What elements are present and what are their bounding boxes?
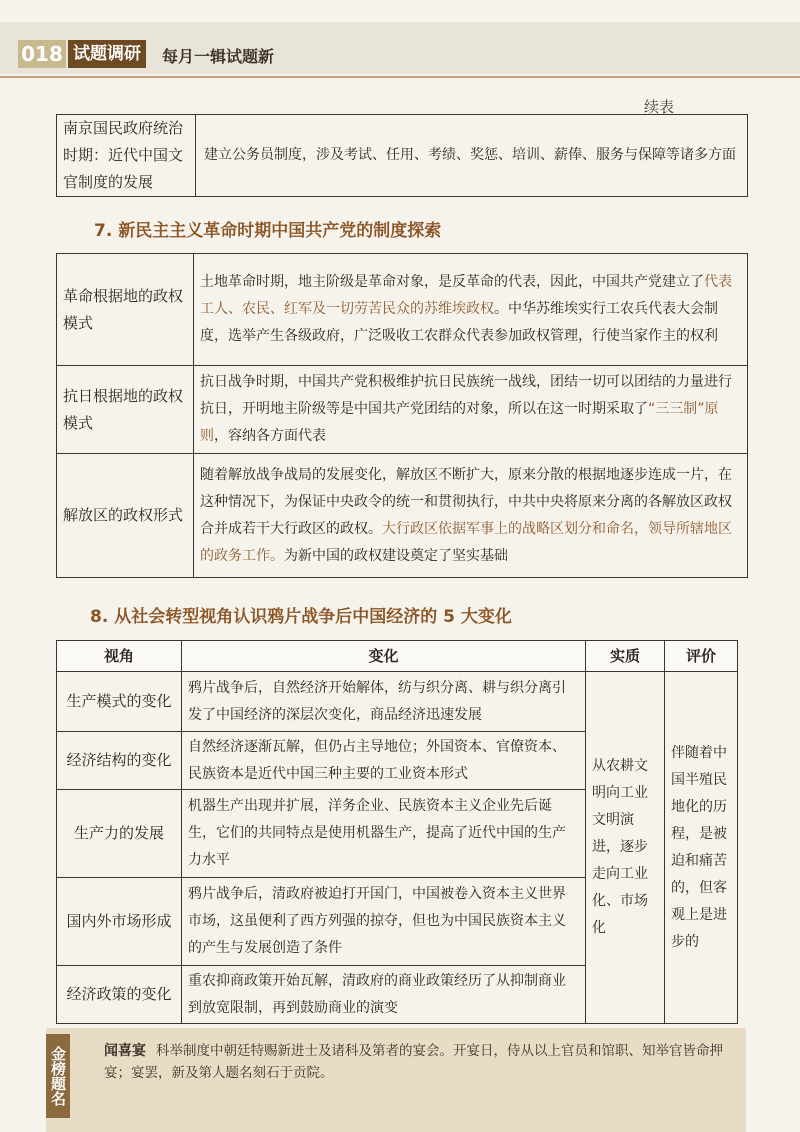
table-row xyxy=(57,672,738,732)
footer-definition: 科举制度中朝廷特赐新进士及诸科及第者的宴会。开宴日，侍从以上官员和馆职、知举官皆命押宴；宴罢，新及第人题名刻石于贡院。 xyxy=(104,1043,723,1081)
table-row xyxy=(57,254,748,366)
perspective-cell: 生产模式的变化 xyxy=(57,672,182,732)
section-8-title: 8. 从社会转型视角认识鸦片战争后中国经济的 5 大变化 xyxy=(90,607,512,627)
table-row xyxy=(57,366,748,454)
text-part: 为新中国的政权建设奠定了坚实基础 xyxy=(284,547,508,564)
table-row xyxy=(57,454,748,578)
row-label: 南京国民政府统治时期：近代中国文官制度的发展 xyxy=(57,115,196,197)
perspective-cell: 生产力的发展 xyxy=(57,790,182,878)
section-tag: 试题调研 xyxy=(68,40,146,68)
text-part: 土地革命时期，地主阶级是革命对象，是反革命的代表，因此，中国共产党建立了 xyxy=(200,274,704,290)
page-header xyxy=(0,0,800,95)
table-header-row xyxy=(57,641,738,672)
table-civil-service xyxy=(56,114,748,197)
table-section-8 xyxy=(56,640,738,1024)
row-label: 抗日根据地的政权模式 xyxy=(57,366,194,454)
row-text xyxy=(194,366,748,454)
header-subtitle: 每月一辑试题新 xyxy=(162,47,275,66)
perspective-cell: 经济结构的变化 xyxy=(57,732,182,790)
header-rule xyxy=(0,76,800,78)
continued-label: 续表 xyxy=(644,98,675,116)
evaluation-cell: 伴随着中国半殖民地化的历程，是被迫和痛苦的，但客观上是进步的 xyxy=(665,672,738,1024)
row-text: 建立公务员制度，涉及考试、任用、考绩、奖惩、培训、薪俸、服务与保障等诸多方面 xyxy=(196,115,748,197)
table-section-7 xyxy=(56,253,748,578)
header-perspective: 视角 xyxy=(57,641,182,672)
footer-tab: 金榜题名 xyxy=(46,1034,70,1118)
highlight-text: “三三制”原则 xyxy=(200,401,719,444)
row-text xyxy=(194,254,748,366)
text-part: ，容纳各方面代表 xyxy=(214,428,326,444)
row-label: 革命根据地的政权模式 xyxy=(57,254,194,366)
perspective-cell: 经济政策的变化 xyxy=(57,966,182,1024)
footer-text xyxy=(104,1040,724,1084)
highlight-text: 代表工人、农民、红军及一切劳苦民众的苏维埃政权 xyxy=(200,274,732,317)
header-essence: 实质 xyxy=(586,641,665,672)
table-row xyxy=(57,115,748,197)
row-text xyxy=(194,454,748,578)
footer-term: 闻喜宴 xyxy=(104,1043,146,1059)
essence-cell: 从农耕文明向工业文明演进，逐步走向工业化、市场化 xyxy=(586,672,665,1024)
text-part: 随着解放战争战局的发展变化，解放区不断扩大，原来分散的根据地逐步连成一片，在这种情况下，为保证中央政令的统一和贯彻执行，中共中央将原来分离的各解放区政权合并成若干大行政区的政权。 xyxy=(200,466,732,537)
row-label: 解放区的政权形式 xyxy=(57,454,194,578)
page-number: 018 xyxy=(18,40,66,68)
perspective-cell: 国内外市场形成 xyxy=(57,878,182,966)
section-7-title: 7. 新民主主义革命时期中国共产党的制度探索 xyxy=(94,221,442,241)
change-cell: 鸦片战争后，清政府被迫打开国门，中国被卷入资本主义世界市场，这虽便利了西方列强的掠夺，但也为中国民族资本主义的产生与发展创造了条件 xyxy=(182,878,586,966)
change-cell: 鸦片战争后，自然经济开始解体，纺与织分离、耕与织分离引发了中国经济的深层次变化，商品经济迅速发展 xyxy=(182,672,586,732)
header-change: 变化 xyxy=(182,641,586,672)
highlight-text: 大行政区依据军事上的战略区划分和命名，领导所辖地区的政务工作。 xyxy=(200,520,732,564)
text-part: 抗日战争时期，中国共产党积极维护抗日民族统一战线，团结一切可以团结的力量进行抗日，开明地主阶级等是中国共产党团结的对象，所以在这一时期采取了 xyxy=(200,374,732,417)
change-cell: 机器生产出现并扩展，洋务企业、民族资本主义企业先后诞生，它们的共同特点是使用机器生产，提高了近代中国的生产力水平 xyxy=(182,790,586,878)
change-cell: 自然经济逐渐瓦解，但仍占主导地位；外国资本、官僚资本、民族资本是近代中国三种主要的工业资本形式 xyxy=(182,732,586,790)
change-cell: 重农抑商政策开始瓦解，清政府的商业政策经历了从抑制商业到放宽限制，再到鼓励商业的演变 xyxy=(182,966,586,1024)
text-part: 。中华苏维埃实行工农兵代表大会制度，选举产生各级政府，广泛吸收工农群众代表参加政权管理，行使当家作主的权利 xyxy=(200,301,718,344)
header-evaluation: 评价 xyxy=(665,641,738,672)
